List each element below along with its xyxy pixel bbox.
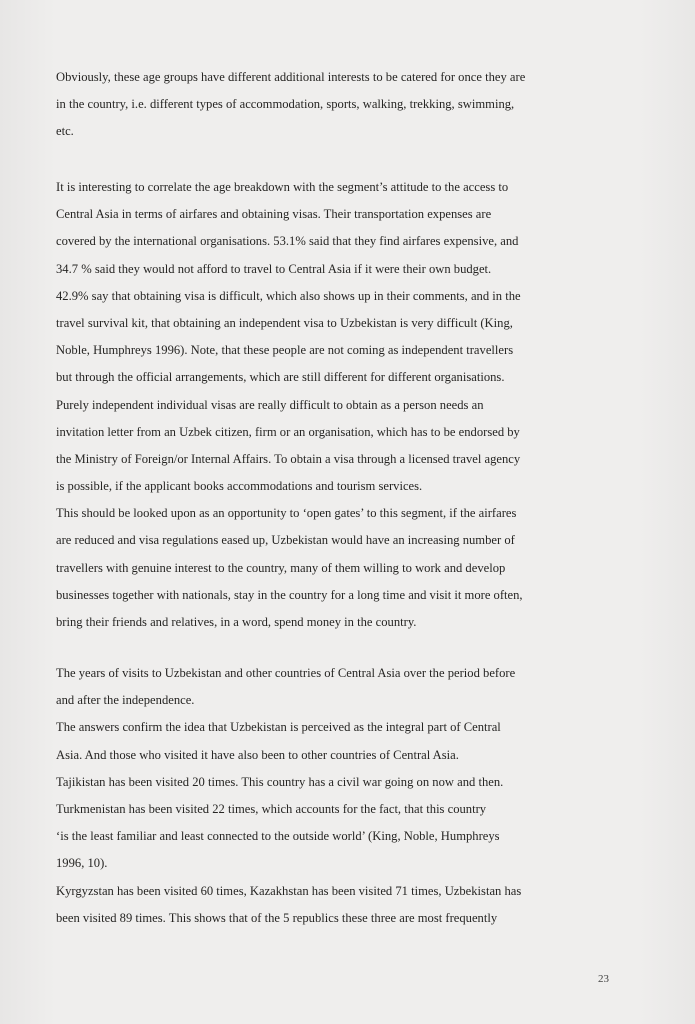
text-line: The answers confirm the idea that Uzbekistan is perceived as the integral part of Central	[56, 720, 501, 735]
text-line: Asia. And those who visited it have also been to other countries of Central Asia.	[56, 747, 459, 762]
text-line: invitation letter from an Uzbek citizen, firm or an organisation, which has to be endorsed by	[56, 424, 520, 439]
text-line: Central Asia in terms of airfares and obtaining visas. Their transportation expenses are	[56, 207, 492, 222]
text-line: travellers with genuine interest to the country, many of them willing to work and develop	[56, 560, 506, 575]
text-line: 42.9% say that obtaining visa is difficult, which also shows up in their comments, and in the	[56, 288, 521, 303]
text-line: This should be looked upon as an opportunity to ‘open gates’ to this segment, if the airfares	[56, 506, 517, 521]
text-line: businesses together with nationals, stay in the country for a long time and visit it more often,	[56, 587, 523, 602]
text-line: been visited 89 times. This shows that of the 5 republics these three are most frequently	[56, 910, 498, 925]
text-line: is possible, if the applicant books accommodations and tourism services.	[56, 479, 423, 494]
text-line: ‘is the least familiar and least connected to the outside world’ (King, Noble, Humphreys	[56, 829, 500, 844]
text-line: etc.	[56, 124, 74, 139]
text-line: and after the independence.	[56, 693, 195, 708]
paragraph-visit-years	[56, 660, 636, 932]
text-line: covered by the international organisations. 53.1% said that they find airfares expensive, and	[56, 234, 519, 249]
text-line: The years of visits to Uzbekistan and other countries of Central Asia over the period before	[56, 666, 516, 680]
text-line: Noble, Humphreys 1996). Note, that these people are not coming as independent travellers	[56, 343, 514, 358]
text-line: bring their friends and relatives, in a word, spend money in the country.	[56, 615, 417, 629]
text-line: Obviously, these age groups have different additional interests to be catered for once they are	[56, 70, 526, 84]
text-line: the Ministry of Foreign/or Internal Affairs. To obtain a visa through a licensed travel agency	[56, 451, 521, 466]
text-line: Kyrgyzstan has been visited 60 times, Kazakhstan has been visited 71 times, Uzbekistan has	[56, 883, 522, 898]
page-number: 23	[598, 973, 609, 985]
text-line: but through the official arrangements, which are still different for different organisations.	[56, 370, 505, 385]
text-line: Tajikistan has been visited 20 times. This country has a civil war going on now and then.	[56, 774, 504, 789]
text-line: Turkmenistan has been visited 22 times, which accounts for the fact, that this country	[56, 801, 487, 816]
text-line: Purely independent individual visas are really difficult to obtain as a person needs an	[56, 397, 484, 412]
paragraph-airfares-visas	[56, 174, 636, 636]
text-line: are reduced and visa regulations eased up, Uzbekistan would have an increasing number of	[56, 533, 515, 548]
text-line: 34.7 % said they would not afford to travel to Central Asia if it were their own budget.	[56, 261, 492, 276]
paragraph-age-groups	[56, 64, 636, 146]
text-line: travel survival kit, that obtaining an independent visa to Uzbekistan is very difficult (King,	[56, 315, 513, 330]
text-line: 1996, 10).	[56, 856, 108, 871]
text-line: It is interesting to correlate the age breakdown with the segment’s attitude to the access to	[56, 180, 509, 194]
text-line: in the country, i.e. different types of accommodation, sports, walking, trekking, swimming,	[56, 97, 515, 112]
